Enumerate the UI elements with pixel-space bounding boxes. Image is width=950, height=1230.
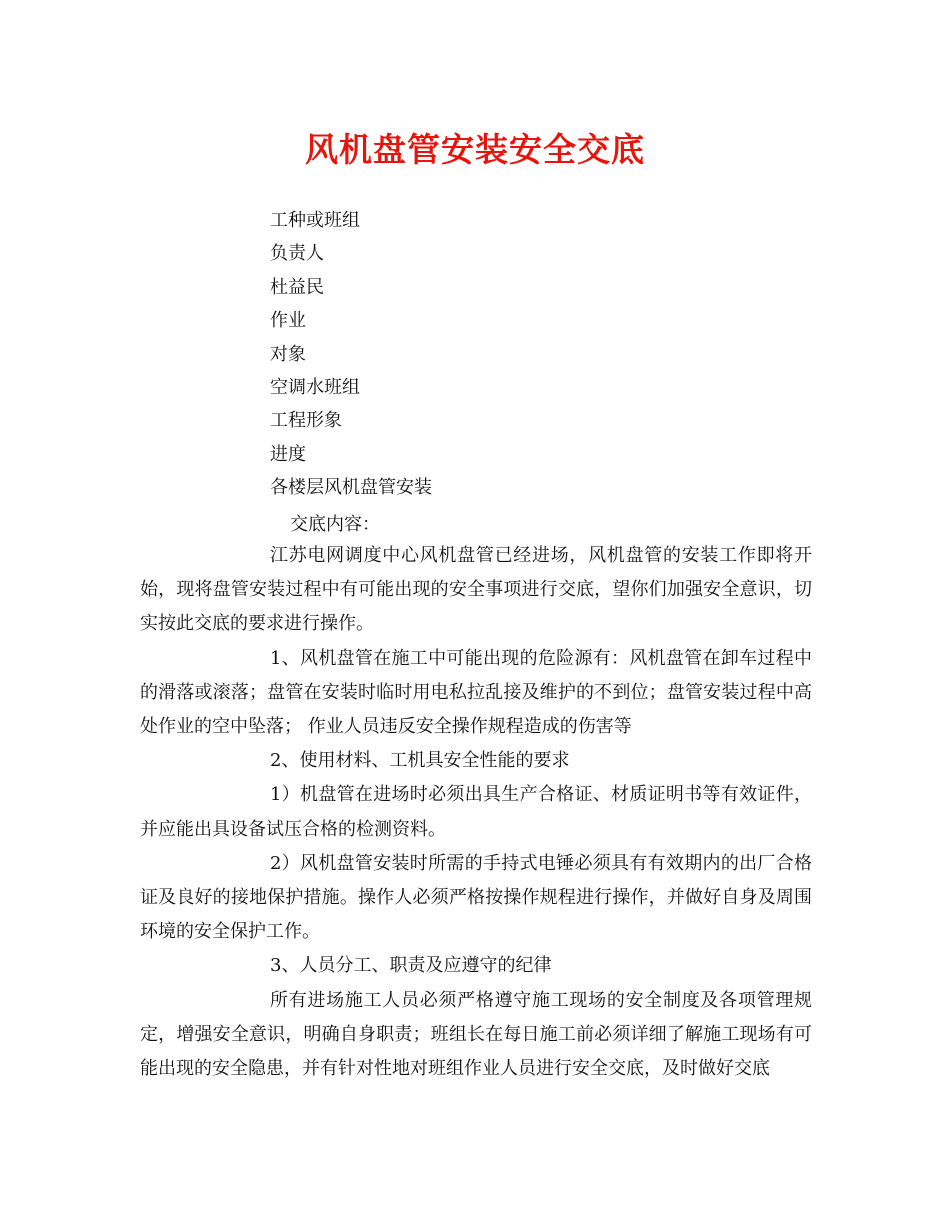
paragraph: 2）风机盘管安装时所需的手持式电锤必须具有有效期内的出厂合格证及良好的接地保护措施。操作人必须严格按操作规程进行操作，并做好自身及周围环境的安全保护工作。 [140,852,812,943]
document-body [140,539,812,1086]
paragraph: 2、使用材料、工机具安全性能的要求 [270,750,570,772]
document-title: 风机盘管安装安全交底 [305,130,645,169]
paragraph: 所有进场施工人员必须严格遵守施工现场的安全制度及各项管理规定，增强安全意识，明确自身职责；班组长在每日施工前必须详细了解施工现场有可能出现的安全隐患，并有针对性地对班组作业人员进行安全交底，及时做好交底 [140,989,812,1080]
paragraph: 1、风机盘管在施工中可能出现的危险源有：风机盘管在卸车过程中的滑落或滚落；盘管在安装时临时用电私拉乱接及维护的不到位；盘管安装过程中高处作业的空中坠落； 作业人员违反安全操作规程造成的伤害等 [140,647,812,738]
meta-line: 杜益民 [270,276,324,298]
paragraph: 1）机盘管在进场时必须出具生产合格证、材质证明书等有效证件，并应能出具设备试压合格的检测资料。 [140,784,812,840]
paragraph: 3、人员分工、职责及应遵守的纪律 [270,955,552,977]
meta-line: 工程形象 [270,410,342,432]
meta-line: 各楼层风机盘管安装 [270,477,432,499]
meta-line: 工种或班组 [270,210,360,231]
meta-line: 对象 [270,343,306,365]
meta-line: 进度 [270,443,306,465]
header-info-list [270,204,432,505]
content-label: 交底内容： [290,514,380,535]
meta-line: 负责人 [270,243,324,265]
meta-line: 空调水班组 [270,376,360,398]
paragraph: 江苏电网调度中心风机盘管已经进场，风机盘管的安装工作即将开始，现将盘管安装过程中有可能出现的安全事项进行交底，望你们加强安全意识，切实按此交底的要求进行操作。 [140,545,812,635]
meta-line: 作业 [270,310,306,332]
